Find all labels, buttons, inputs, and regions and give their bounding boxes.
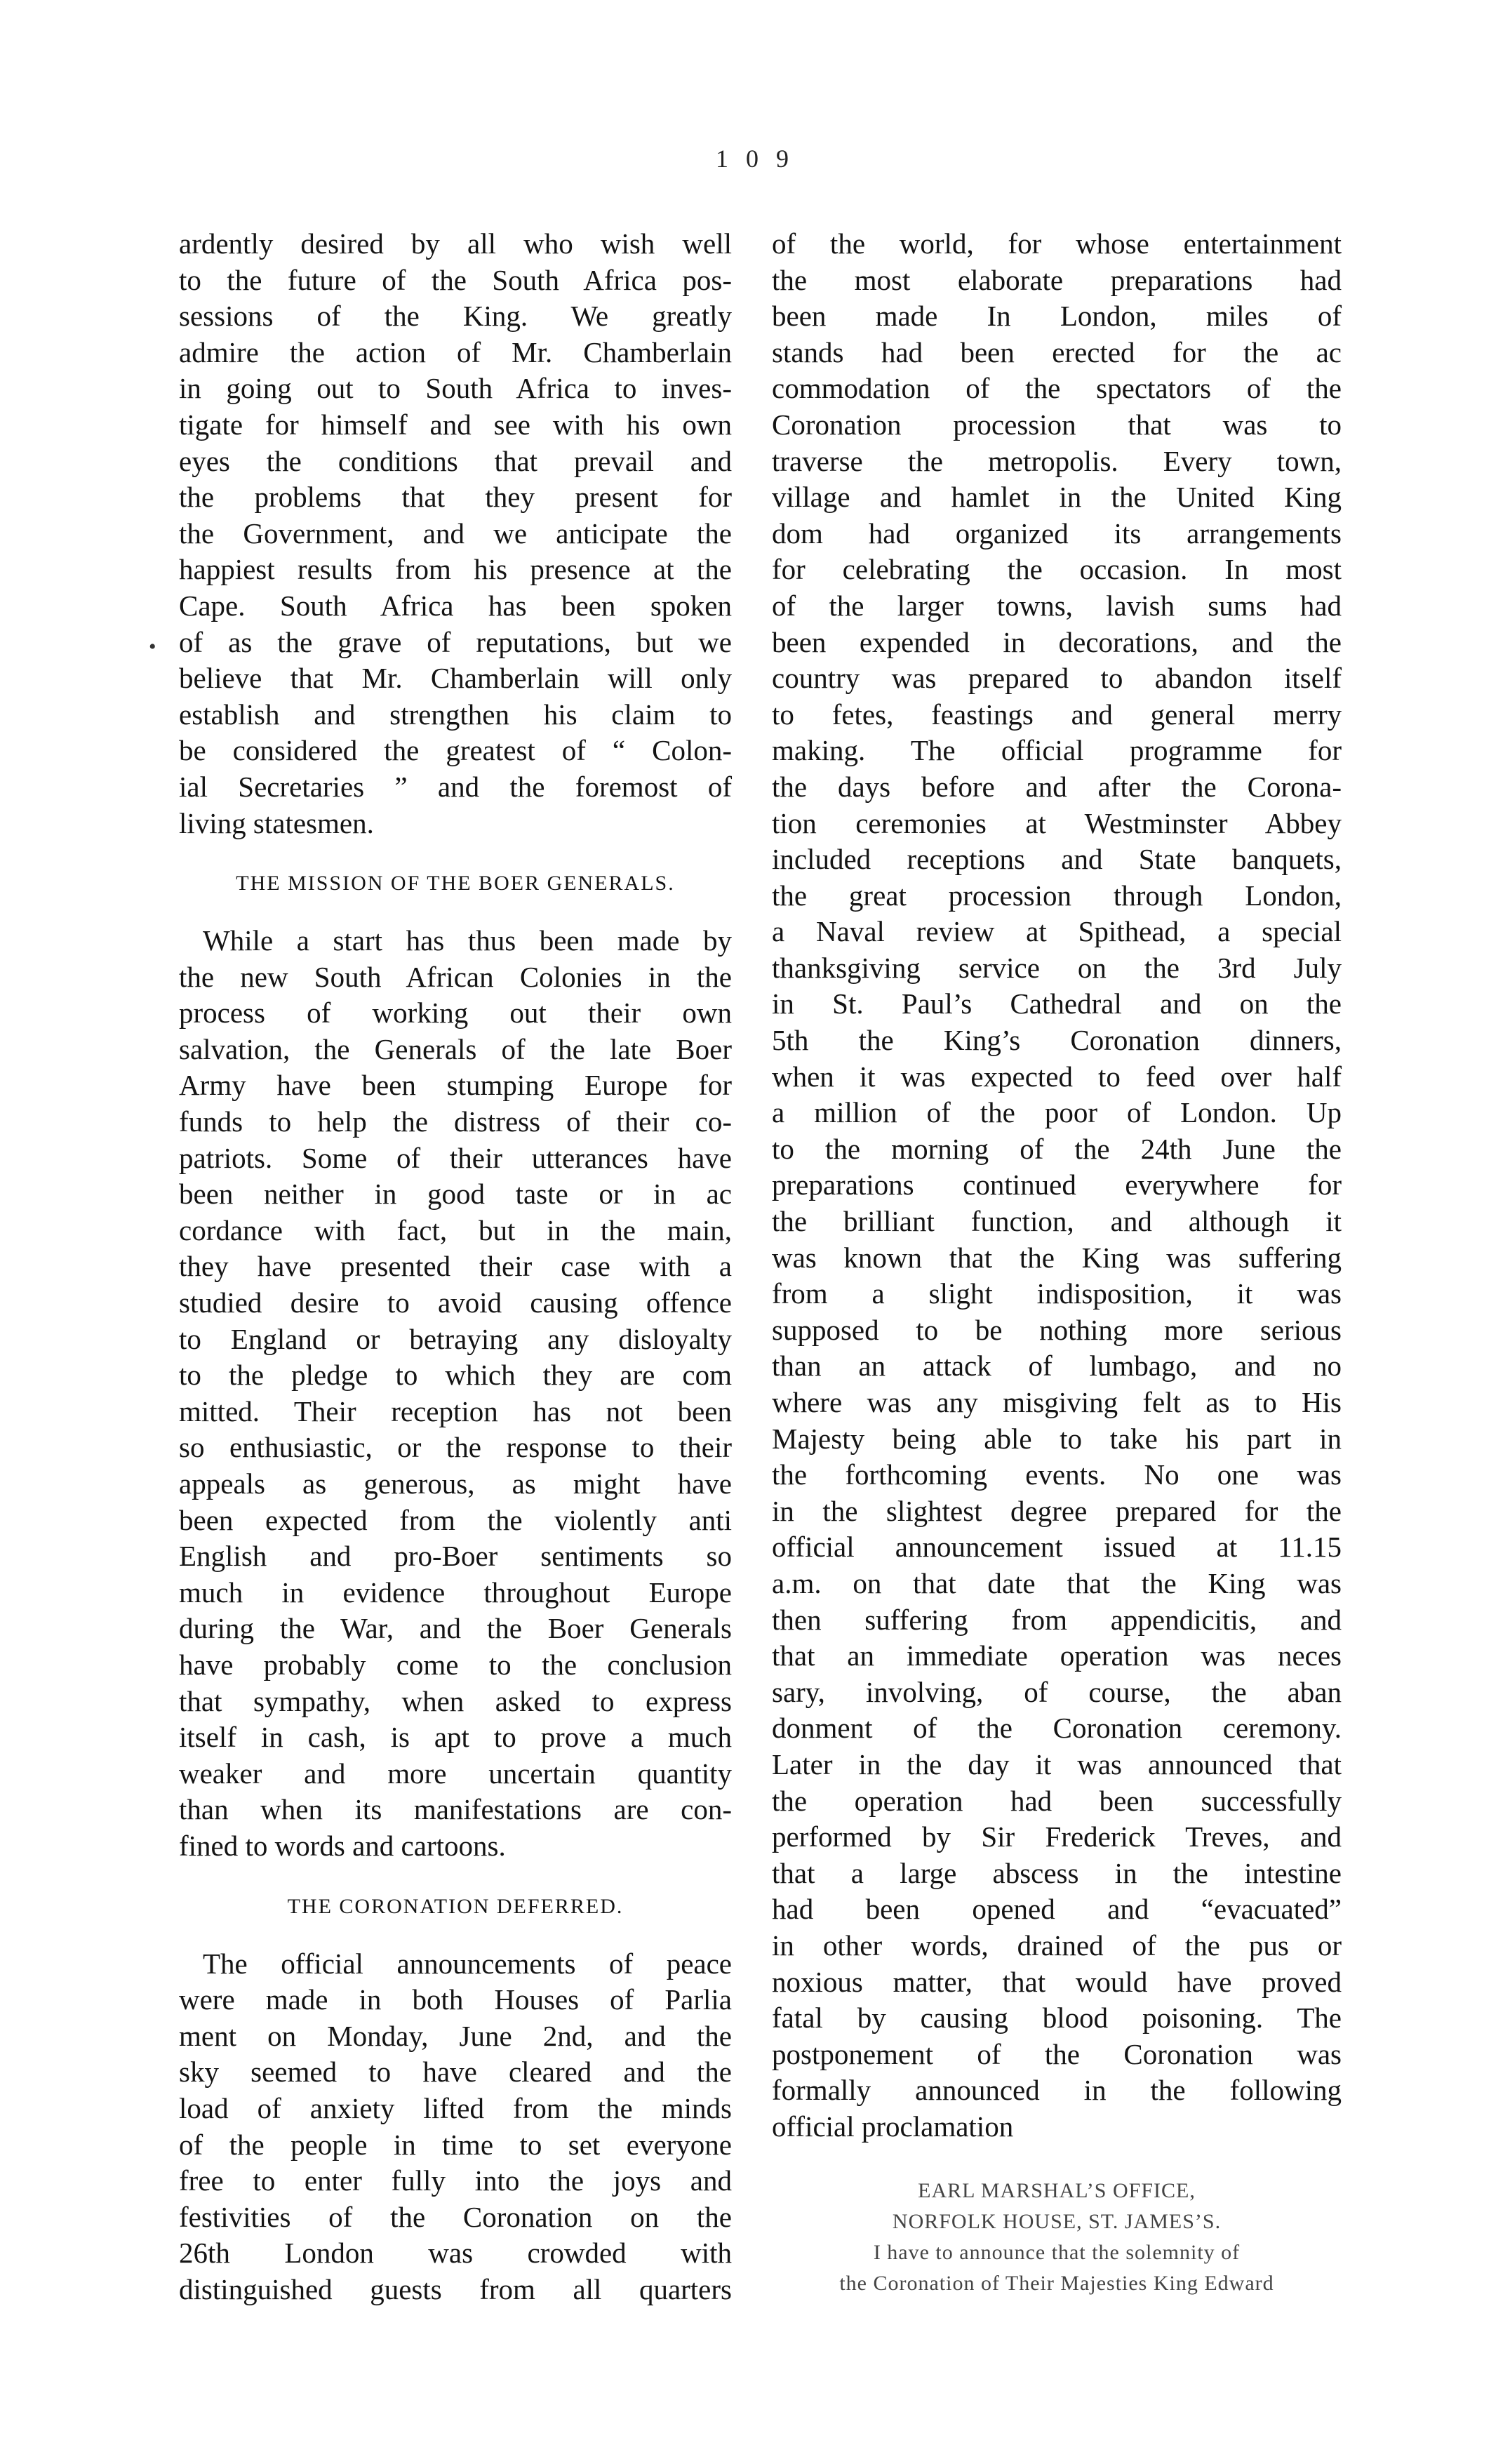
left-paragraph-2 — [179, 923, 732, 1864]
text-line: ardently desired by all who wish well — [179, 227, 732, 260]
heading-coronation-deferred: THE CORONATION DEFERRED. — [287, 1894, 624, 1918]
text-line: While a start has thus been made by — [203, 924, 732, 957]
text-line: preparations continued everywhere for — [772, 1168, 1342, 1201]
right-column — [772, 226, 1342, 2299]
text-line: tion ceremonies at Westminster Abbey — [772, 806, 1342, 839]
text-line: they have presented their case with a — [179, 1250, 732, 1283]
text-line: admire the action of Mr. Chamberlain — [179, 335, 732, 368]
text-line: thanksgiving service on the 3rd July — [772, 951, 1342, 984]
text-line: stands had been erected for the ac — [772, 335, 1342, 368]
text-line: cordance with fact, but in the main, — [179, 1213, 732, 1246]
text-line: formally announced in the following — [772, 2074, 1342, 2107]
text-line: sary, involving, of course, the aban — [772, 1675, 1342, 1708]
text-line: that a large abscess in the intestine — [772, 1856, 1342, 1889]
text-line: during the War, and the Boer Generals — [179, 1612, 732, 1645]
text-line: included receptions and State banquets, — [772, 843, 1342, 876]
text-line: the brilliant function, and although it — [772, 1205, 1342, 1238]
text-line: of the world, for whose entertainment — [772, 227, 1342, 260]
proclamation-block — [772, 2176, 1342, 2299]
text-line: when it was expected to feed over half — [772, 1060, 1342, 1093]
text-line: process of working out their own — [179, 997, 732, 1030]
text-line: donment of the Coronation ceremony. — [772, 1712, 1342, 1745]
text-line: The official announcements of peace — [203, 1947, 732, 1980]
text-line: believe that Mr. Chamberlain will only — [179, 662, 732, 695]
text-line: had been opened and “evacuated” — [772, 1893, 1342, 1926]
text-line: performed by Sir Frederick Treves, and — [772, 1820, 1342, 1853]
text-line: in other words, drained of the pus or — [772, 1929, 1342, 1962]
text-line: postponement of the Coronation was — [772, 2037, 1342, 2070]
text-line: dom had organized its arrangements — [772, 517, 1342, 550]
text-line: 5th the King’s Coronation dinners, — [772, 1024, 1342, 1057]
text-line: fined to words and cartoons. — [179, 1829, 506, 1862]
page-number: 1 0 9 — [716, 145, 794, 173]
text-line: Later in the day it was announced that — [772, 1747, 1342, 1780]
text-line: the problems that they present for — [179, 481, 732, 514]
text-line: a.m. on that date that the King was — [772, 1566, 1342, 1599]
text-line: been expended in decorations, and the — [772, 625, 1342, 658]
text-line: ment on Monday, June 2nd, and the — [179, 2019, 732, 2052]
text-line: been expected from the violently anti — [179, 1503, 732, 1536]
text-line: the forthcoming events. No one was — [772, 1458, 1342, 1491]
text-line: noxious matter, that would have proved — [772, 1965, 1342, 1998]
text-line: in the slightest degree prepared for the — [772, 1494, 1342, 1527]
text-line: to England or betraying any disloyalty — [179, 1322, 732, 1355]
left-column — [179, 226, 732, 2307]
text-line: appeals as generous, as might have — [179, 1467, 732, 1500]
text-line: free to enter fully into the joys and — [179, 2164, 732, 2197]
text-line: a million of the poor of London. Up — [772, 1096, 1342, 1129]
text-line: sky seemed to have cleared and the — [179, 2056, 732, 2089]
text-line: that sympathy, when asked to express — [179, 1684, 732, 1717]
text-line: supposed to be nothing more serious — [772, 1313, 1342, 1346]
text-line: establish and strengthen his claim to — [179, 698, 732, 731]
proclamation-line: NORFOLK HOUSE, ST. JAMES’S. — [892, 2210, 1222, 2234]
text-line: from a slight indisposition, it was — [772, 1277, 1342, 1310]
text-line: ial Secretaries ” and the foremost of — [179, 770, 732, 803]
text-line: where was any misgiving felt as to His — [772, 1386, 1342, 1418]
text-line: Army have been stumping Europe for — [179, 1069, 732, 1102]
text-line: happiest results from his presence at the — [179, 553, 732, 586]
text-line: load of anxiety lifted from the minds — [179, 2091, 732, 2124]
text-line: of the people in time to set everyone — [179, 2128, 732, 2161]
text-line: studied desire to avoid causing offence — [179, 1286, 732, 1319]
text-line: of the larger towns, lavish sums had — [772, 589, 1342, 622]
text-line: mitted. Their reception has not been — [179, 1394, 732, 1427]
text-line: a Naval review at Spithead, a special — [772, 915, 1342, 948]
text-line: been neither in good taste or in ac — [179, 1178, 732, 1211]
text-line: weaker and more uncertain quantity — [179, 1757, 732, 1790]
text-line: living statesmen. — [179, 806, 374, 839]
text-line: the great procession through London, — [772, 879, 1342, 912]
text-line: the days before and after the Corona- — [772, 770, 1342, 803]
text-line: for celebrating the occasion. In most — [772, 553, 1342, 586]
left-paragraph-3 — [179, 1946, 732, 2308]
text-line: tigate for himself and see with his own — [179, 408, 732, 441]
text-line: than when its manifestations are con- — [179, 1793, 732, 1826]
text-line: salvation, the Generals of the late Boer — [179, 1032, 732, 1065]
text-line: to the pledge to which they are com — [179, 1359, 732, 1392]
text-line: be considered the greatest of “ Colon- — [179, 734, 732, 767]
text-line: traverse the metropolis. Every town, — [772, 444, 1342, 477]
text-line: making. The official programme for — [772, 734, 1342, 767]
right-paragraph-1 — [772, 226, 1342, 2145]
text-line: were made in both Houses of Parlia — [179, 1983, 732, 2016]
text-line: in St. Paul’s Cathedral and on the — [772, 987, 1342, 1020]
text-line: village and hamlet in the United King — [772, 481, 1342, 514]
text-line: in going out to South Africa to inves- — [179, 372, 732, 405]
text-line: Coronation procession that was to — [772, 408, 1342, 441]
text-line: itself in cash, is apt to prove a much — [179, 1721, 732, 1754]
proclamation-line: the Coronation of Their Majesties King Edward — [839, 2272, 1274, 2296]
text-line: official proclamation — [772, 2110, 1014, 2143]
text-line: distinguished guests from all quarters — [179, 2272, 732, 2305]
text-line: Cape. South Africa has been spoken — [179, 589, 732, 622]
text-line: to fetes, feastings and general merry — [772, 698, 1342, 731]
text-line: fatal by causing blood poisoning. The — [772, 2002, 1342, 2035]
text-line: to the future of the South Africa pos- — [179, 263, 732, 296]
text-line: the new South African Colonies in the — [179, 960, 732, 993]
text-line: country was prepared to abandon itself — [772, 662, 1342, 695]
text-line: been made In London, miles of — [772, 300, 1342, 333]
text-line: that an immediate operation was neces — [772, 1639, 1342, 1672]
text-line: the operation had been successfully — [772, 1784, 1342, 1817]
text-line: than an attack of lumbago, and no — [772, 1350, 1342, 1383]
text-line: so enthusiastic, or the response to their — [179, 1431, 732, 1464]
text-line: was known that the King was suffering — [772, 1241, 1342, 1274]
text-line: the Government, and we anticipate the — [179, 517, 732, 550]
text-line: funds to help the distress of their co- — [179, 1105, 732, 1138]
text-line: eyes the conditions that prevail and — [179, 444, 732, 477]
text-line: Majesty being able to take his part in — [772, 1422, 1342, 1455]
text-line: of as the grave of reputations, but we — [179, 625, 732, 658]
text-line: have probably come to the conclusion — [179, 1648, 732, 1681]
text-line: the most elaborate preparations had — [772, 263, 1342, 296]
text-line: festivities of the Coronation on the — [179, 2200, 732, 2233]
margin-mark: • — [149, 635, 156, 658]
text-line: patriots. Some of their utterances have — [179, 1141, 732, 1174]
text-line: to the morning of the 24th June the — [772, 1132, 1342, 1165]
text-line: 26th London was crowded with — [179, 2237, 732, 2270]
heading-boer-generals: THE MISSION OF THE BOER GENERALS. — [236, 872, 675, 895]
text-line: English and pro-Boer sentiments so — [179, 1540, 732, 1573]
left-paragraph-1 — [179, 226, 732, 841]
proclamation-line: EARL MARSHAL’S OFFICE, — [918, 2179, 1196, 2203]
text-line: sessions of the King. We greatly — [179, 300, 732, 333]
text-line: much in evidence throughout Europe — [179, 1576, 732, 1609]
text-line: official announcement issued at 11.15 — [772, 1531, 1342, 1564]
text-line: then suffering from appendicitis, and — [772, 1603, 1342, 1636]
text-line: commodation of the spectators of the — [772, 372, 1342, 405]
proclamation-line: I have to announce that the solemnity of — [873, 2241, 1241, 2265]
